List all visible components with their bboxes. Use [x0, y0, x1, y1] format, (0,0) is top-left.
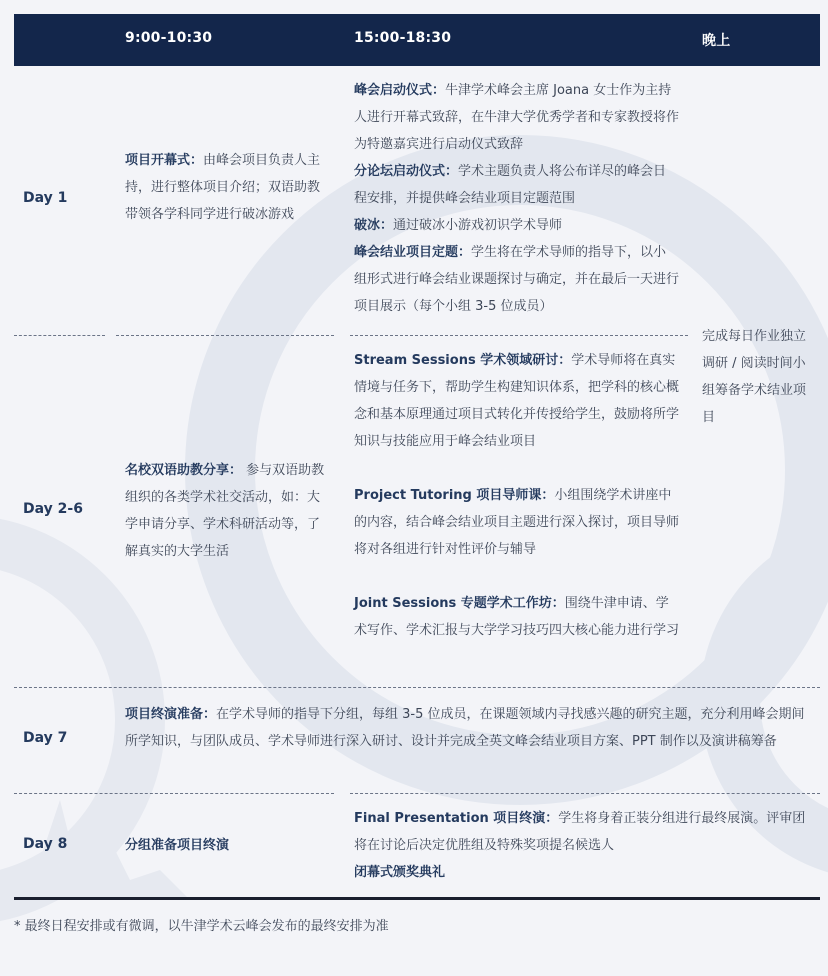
session-text: 学术主题负责人将公布详尽的峰会日程安排，并提供峰会结业项目定题范围: [354, 164, 667, 206]
session-title: 项目开幕式：: [125, 153, 204, 168]
session-title: 项目终演准备：: [125, 707, 217, 722]
header-evening: 晚上: [702, 33, 731, 49]
header-time-afternoon: 15:00-18:30: [354, 30, 452, 46]
day-label: Day 8: [23, 836, 68, 852]
session-title: Final Presentation 项目终演：: [354, 811, 559, 826]
session-text: 学生将身着正装分组进行最终展演。评审团将在讨论后决定优胜组及特殊奖项提名候选人: [354, 811, 806, 853]
session-title: 峰会启动仪式：: [354, 83, 446, 98]
session-title: Joint Sessions 专题学术工作坊：: [354, 596, 565, 611]
session-title: Stream Sessions 学术领域研讨：: [354, 353, 572, 368]
session-title: 峰会结业项目定题：: [354, 245, 472, 260]
day8-morning-cell: [125, 832, 330, 859]
evening-cell: 完成每日作业独立调研 / 阅读时间小组筹备学术结业项目: [702, 329, 807, 425]
day7-cell: [125, 701, 813, 755]
day-label: Day 2-6: [23, 501, 83, 517]
session-text: 由峰会项目负责人主持，进行整体项目介绍；双语助教带领各学科同学进行破冰游戏: [125, 153, 321, 222]
table-bottom-rule: [14, 897, 820, 900]
day-label: Day 7: [23, 730, 68, 746]
session-title: 破冰：: [354, 218, 394, 233]
day-label: Day 1: [23, 190, 68, 206]
row-divider: [350, 793, 820, 794]
session-text: 小组围绕学术讲座中的内容，结合峰会结业项目主题进行深入探讨，项目导师将对各组进行针对性评价与辅导: [354, 488, 680, 557]
session-text: 通过破冰小游戏初识学术导师: [393, 218, 563, 233]
session-title: 闭幕式颁奖典礼: [354, 865, 446, 880]
session-text: 在学术导师的指导下分组，每组 3-5 位成员，在课题领域内寻找感兴趣的研究主题，充分利用峰会期间所学知识，与团队成员、学术导师进行深入研讨、设计并完成全英文峰会结业项目方案、PPT 制作以及演讲稿筹备: [125, 707, 805, 749]
day1-afternoon-cell: [354, 77, 679, 320]
session-text: 学生将在学术导师的指导下，以小组形式进行峰会结业课题探讨与确定，并在最后一天进行项目展示（每个小组 3-5 位成员）: [354, 245, 680, 314]
session-text: 牛津学术峰会主席 Joana 女士作为主持人进行开幕式致辞，在牛津大学优秀学者和专家教授将作为特邀嘉宾进行启动仪式致辞: [354, 83, 680, 152]
schedule-header: [14, 14, 820, 66]
row-divider: [14, 793, 334, 794]
day1-morning-cell: [125, 147, 330, 228]
row-divider: [14, 687, 820, 688]
session-title: 名校双语助教分享：: [125, 463, 243, 478]
row-divider: [350, 335, 688, 336]
day2-6-morning-cell: [125, 457, 330, 565]
footnote: * 最终日程安排或有微调，以牛津学术云峰会发布的最终安排为准: [14, 919, 389, 934]
day2-6-afternoon-cell: [354, 347, 679, 644]
row-divider: [14, 335, 105, 336]
session-title: 分论坛启动仪式：: [354, 164, 459, 179]
day8-afternoon-cell: [354, 805, 814, 886]
session-text: 学术导师将在真实情境与任务下，帮助学生构建知识体系，把学科的核心概念和基本原理通过项目式转化并传授给学生，鼓励将所学知识与技能应用于峰会结业项目: [354, 353, 680, 449]
session-title: Project Tutoring 项目导师课：: [354, 488, 555, 503]
header-time-morning: 9:00-10:30: [125, 30, 213, 46]
session-text: 参与双语助教组织的各类学术社交活动，如：大学申请分享、学术科研活动等，了解真实的大学生活: [125, 463, 325, 559]
session-text: 围绕牛津申请、学术写作、学术汇报与大学学习技巧四大核心能力进行学习: [354, 596, 680, 638]
session-title: 分组准备项目终演: [125, 838, 230, 853]
row-divider: [116, 335, 334, 336]
